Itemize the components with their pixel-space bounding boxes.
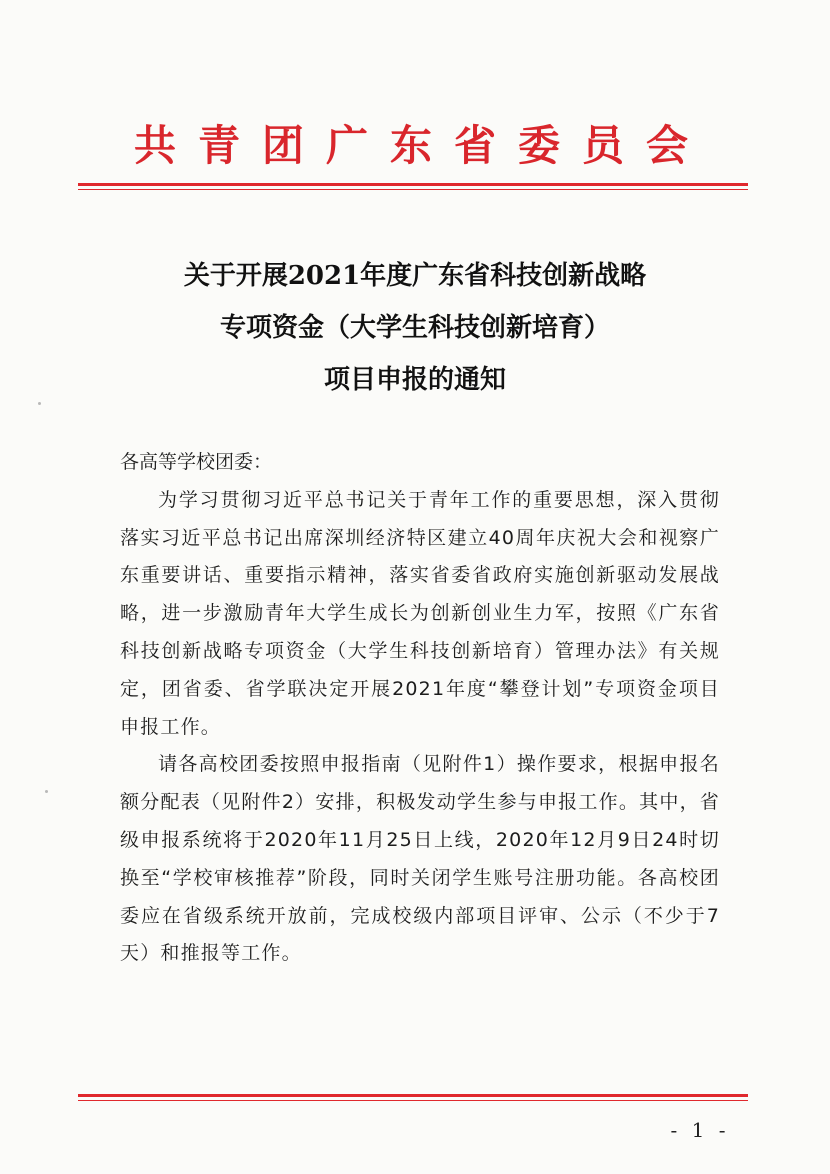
notice-title-line-3: 项目申报的通知 (323, 365, 506, 395)
body-paragraph-1: 为学习贯彻习近平总书记关于青年工作的重要思想，深入贯彻落实习近平总书记出席深圳经济特区建立40周年庆祝大会和视察广东重要讲话、重要指示精神，落实省委省政府实施创新驱动发展战略，进一步激励青年大学生成长为创新创业生力军，按照《广东省科技创新战略专项资金（大学生科技创新培育）管理办法》有关规定，团省委、省学联决定开展2021年度“攀登计划”专项资金项目申报工作。 (120, 488, 720, 738)
notice-title-line-2: 专项资金（大学生科技创新培育） (219, 313, 610, 343)
scan-speck (38, 402, 41, 405)
body-paragraph-2: 请各高校团委按照申报指南（见附件1）操作要求，根据申报名额分配表（见附件2）安排，积极发动学生参与申报工作。其中，省级申报系统将于2020年11月25日上线，2020年12月9日24时切换至“学校审核推荐”阶段，同时关闭学生账号注册功能。各高校团委应在省级系统开放前，完成校级内部项目评审、公示（不少于7天）和推报等工作。 (120, 753, 720, 965)
notice-title (80, 250, 750, 406)
notice-title-line-1: 关于开展2021年度广东省科技创新战略 (183, 261, 647, 291)
footer-red-rule (78, 1094, 748, 1097)
footer-red-rule-thin (78, 1100, 748, 1101)
letterhead-red-rule (78, 183, 748, 186)
page-number: - 1 - (670, 1118, 730, 1142)
notice-body (120, 444, 720, 973)
salutation: 各高等学校团委： (120, 451, 273, 473)
letterhead-red-rule-thin (78, 189, 748, 190)
scan-speck (45, 790, 48, 793)
letterhead-title: 共青团广东省委员会 (133, 121, 710, 170)
